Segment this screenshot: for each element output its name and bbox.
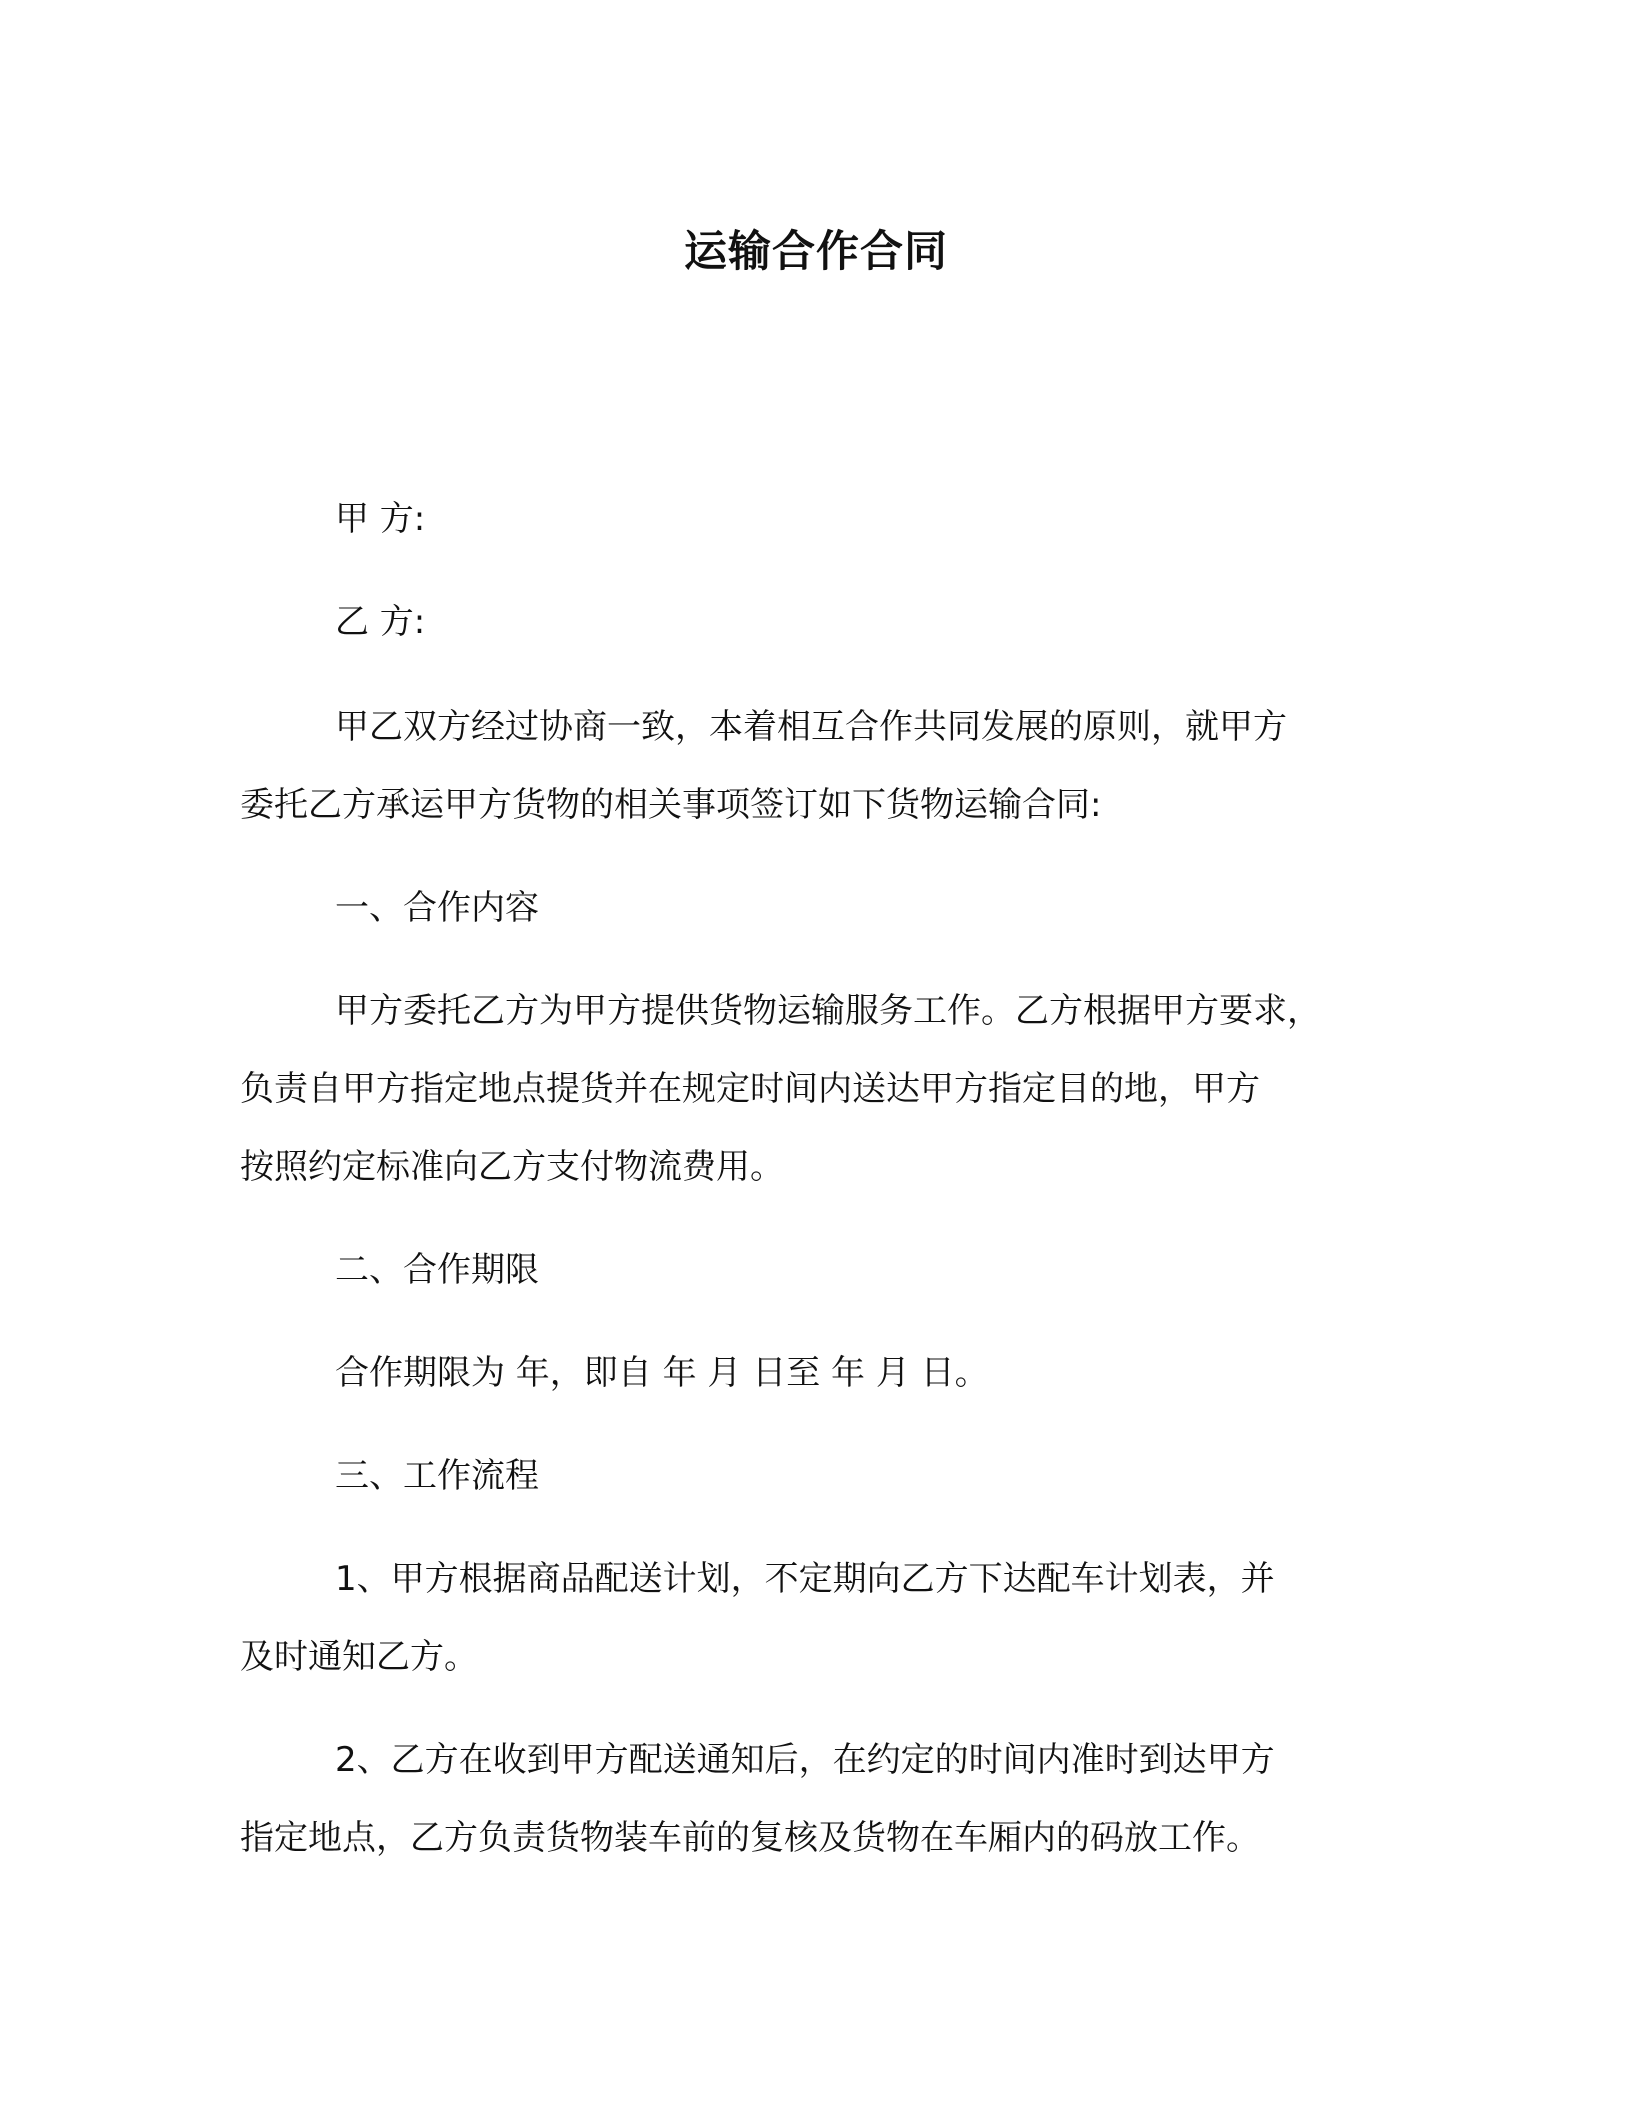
section-2-body: 合作期限为 年，即自 年 月 日至 年 月 日。 [335,1353,989,1393]
section-1-line-2: 负责自甲方指定地点提货并在规定时间内送达甲方指定目的地，甲方 [240,1069,1260,1109]
section-3-item-1-line-1: 1、甲方根据商品配送计划，不定期向乙方下达配车计划表，并 [335,1559,1275,1599]
section-3-item-2-line-2: 指定地点，乙方负责货物装车前的复核及货物在车厢内的码放工作。 [240,1818,1260,1858]
intro-line-1: 甲乙双方经过协商一致，本着相互合作共同发展的原则，就甲方 [335,707,1287,747]
section-3-item-2-line-1: 2、乙方在收到甲方配送通知后，在约定的时间内准时到达甲方 [335,1740,1275,1780]
party-b-label: 乙 方: [335,602,426,642]
document-title: 运输合作合同 [684,227,948,277]
party-a-label: 甲 方: [335,499,426,539]
section-1-line-3: 按照约定标准向乙方支付物流费用。 [240,1147,784,1187]
intro-line-2: 委托乙方承运甲方货物的相关事项签订如下货物运输合同: [240,785,1102,825]
section-1-heading: 一、合作内容 [335,888,539,928]
section-1-line-1: 甲方委托乙方为甲方提供货物运输服务工作。乙方根据甲方要求， [335,991,1321,1031]
section-3-heading: 三、工作流程 [335,1456,539,1496]
section-3-item-1-line-2: 及时通知乙方。 [240,1637,478,1677]
section-2-heading: 二、合作期限 [335,1250,539,1290]
